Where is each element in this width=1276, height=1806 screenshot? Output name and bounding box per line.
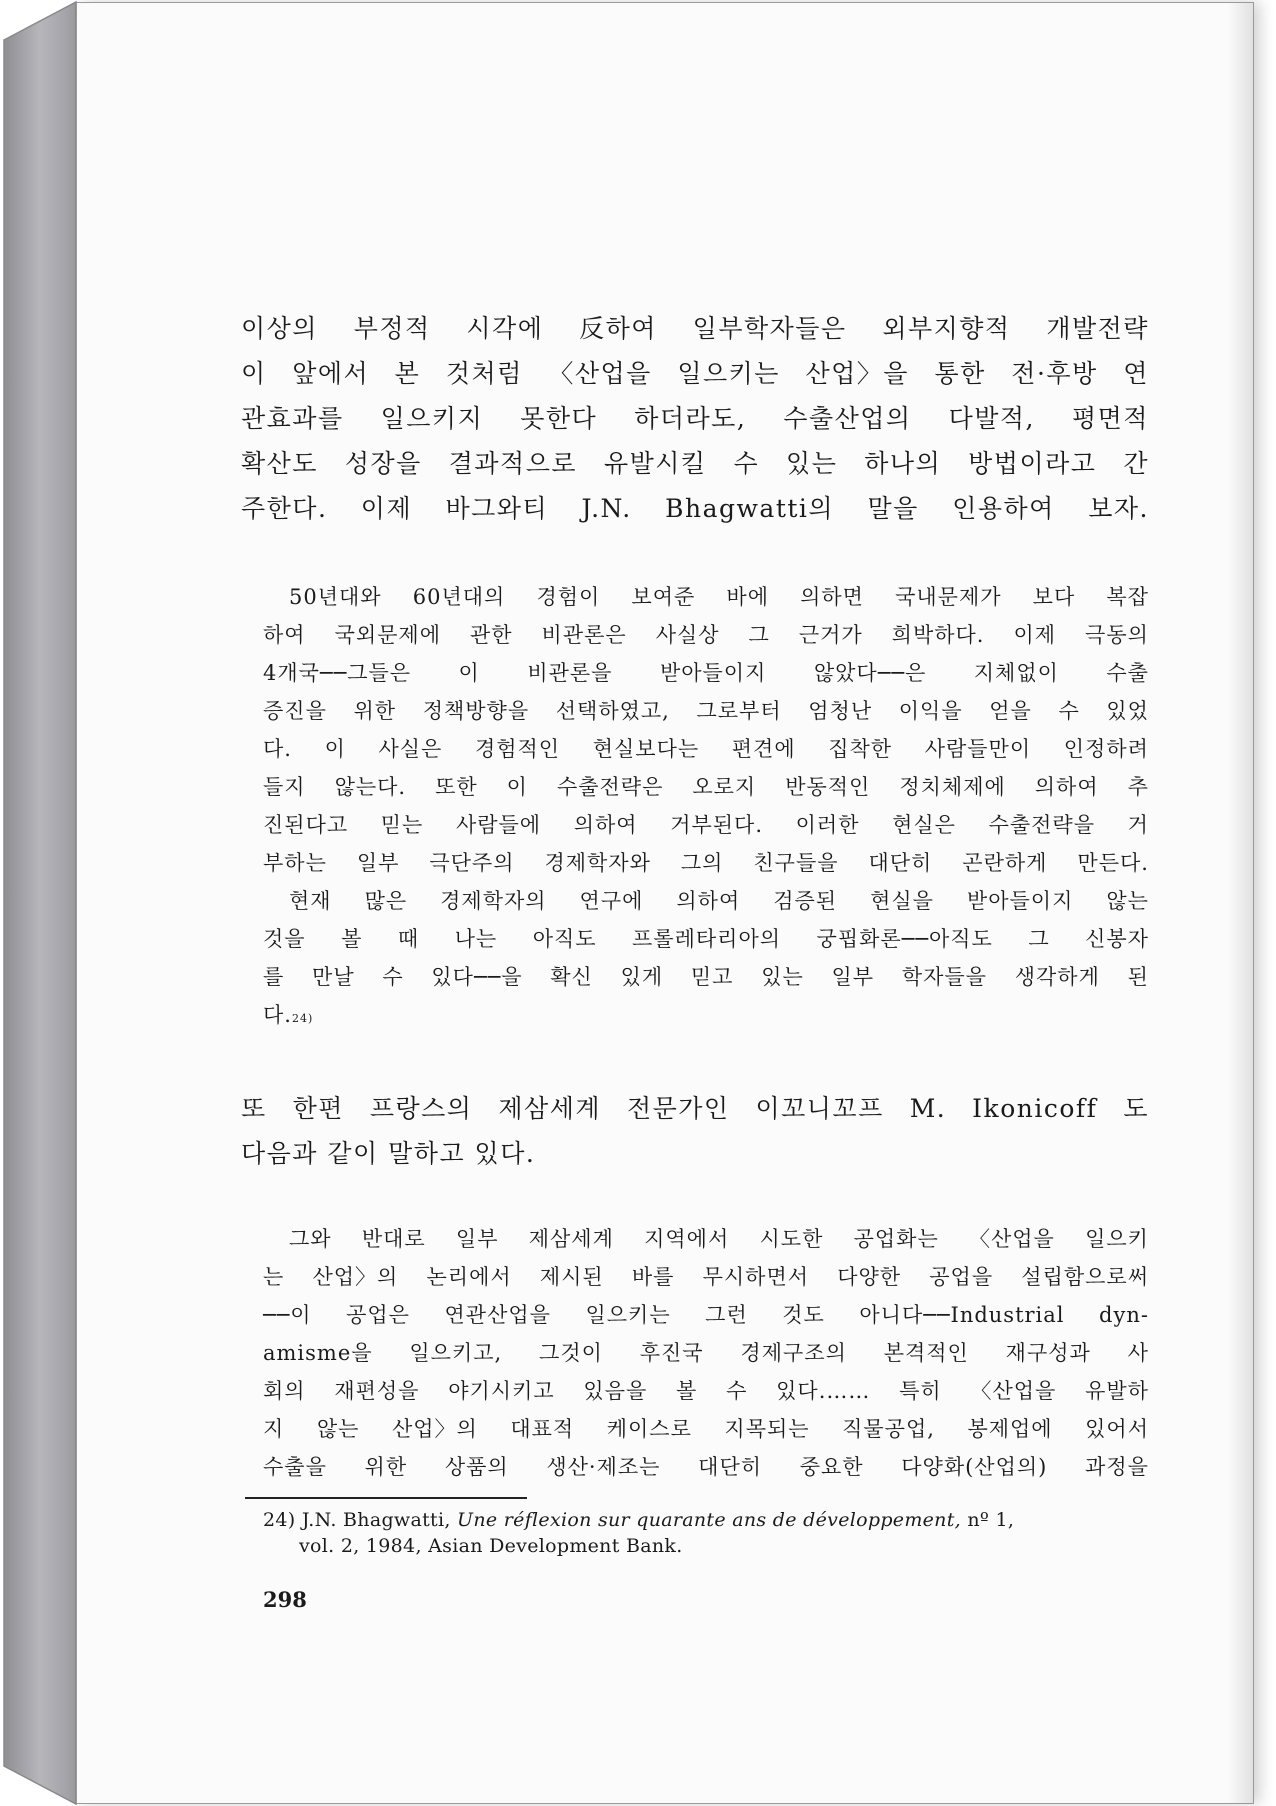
- word: 수: [726, 1379, 748, 1403]
- word: 현실보다는: [592, 737, 700, 761]
- word: 있다.……: [776, 1379, 871, 1403]
- word: 는: [263, 1265, 285, 1289]
- word: 공업은: [346, 1303, 410, 1327]
- word: 극단주의: [429, 851, 515, 875]
- quote-line: [263, 733, 1149, 763]
- word: 않았다──은: [813, 661, 927, 685]
- text-line: [241, 444, 1149, 480]
- document-page: [76, 2, 1254, 1804]
- word: 정치체제에: [899, 775, 1006, 799]
- word: 다양화(산업의): [901, 1455, 1048, 1479]
- word: 학자들을: [901, 965, 987, 989]
- word: 사람들에: [455, 813, 542, 837]
- word: 반동적인: [785, 775, 871, 799]
- word: 재구성과: [1005, 1341, 1091, 1365]
- word: 주한다.: [241, 494, 328, 523]
- word: 아직도: [532, 927, 597, 951]
- word: 프롤레타리아의: [632, 927, 782, 951]
- word: 이: [458, 661, 480, 685]
- word: 이러한: [795, 813, 860, 837]
- footnote-title: Une réflexion sur quarante ans de développement,: [457, 1509, 961, 1531]
- word: 특히: [899, 1379, 942, 1403]
- word: 지목되는: [724, 1417, 810, 1441]
- quote-line: [263, 999, 1149, 1029]
- word: 전·후방: [1011, 359, 1098, 388]
- word: 일부: [455, 1227, 499, 1251]
- word: 논리에서: [426, 1265, 512, 1289]
- word: 산업〉의: [391, 1417, 478, 1441]
- word: 수출전략을: [988, 813, 1095, 837]
- book-spine: [0, 0, 80, 1806]
- text-line: [241, 1089, 1149, 1125]
- word: 수: [1058, 699, 1080, 723]
- footnote-line: [299, 1535, 1185, 1557]
- word: 근거가: [798, 623, 863, 647]
- quote-line: [263, 809, 1149, 839]
- word: 그로부터: [696, 699, 782, 723]
- word: 때: [397, 927, 420, 951]
- word: 일부: [356, 851, 400, 875]
- word: 시각에: [466, 314, 544, 343]
- word: 봉제업에: [967, 1417, 1053, 1441]
- word: 현재: [289, 889, 332, 913]
- word: 선택하였고,: [555, 699, 670, 723]
- word: 확신: [550, 965, 593, 989]
- word: 간: [1123, 449, 1149, 478]
- page-edge-shadow: [1227, 3, 1253, 1803]
- word: 경제학자의: [440, 889, 547, 913]
- word: 〈산업을: [548, 359, 652, 388]
- quote-line: [263, 1413, 1149, 1443]
- quote-line: [263, 847, 1149, 877]
- word: 볼: [676, 1379, 698, 1403]
- word: 현실은: [892, 813, 956, 837]
- word: 이: [324, 737, 346, 761]
- quote-line: [263, 657, 1149, 687]
- word: 본: [394, 359, 421, 388]
- word: 있는: [761, 965, 804, 989]
- word: 있었: [1106, 699, 1149, 723]
- word: 사실상: [655, 623, 720, 647]
- word: 수: [382, 965, 404, 989]
- word: 경험이: [536, 585, 601, 609]
- word: 대표적: [510, 1417, 575, 1441]
- text-line: [241, 399, 1149, 435]
- word: 일으키고,: [409, 1341, 503, 1365]
- word: 바그와티: [445, 494, 549, 523]
- footnote-line: [263, 1509, 1149, 1531]
- word: 반대로: [361, 1227, 426, 1251]
- footnote-ref: 24): [291, 1012, 314, 1025]
- word: 오로지: [692, 775, 757, 799]
- word: J.N.: [581, 494, 632, 523]
- word: 있는: [786, 449, 838, 478]
- word: 상품의: [444, 1455, 509, 1479]
- quote-line: [263, 771, 1149, 801]
- word: 보자.: [1088, 494, 1149, 523]
- word: 일부학자들은: [692, 314, 847, 343]
- word: 성장을: [344, 449, 422, 478]
- word: 의하여: [676, 889, 741, 913]
- page-number: 298: [263, 1587, 307, 1612]
- word: 생산·제조는: [546, 1455, 661, 1479]
- word: 지: [263, 1417, 285, 1441]
- text-line: [241, 354, 1149, 390]
- word: 그의: [680, 851, 724, 875]
- word: 않는다.: [334, 775, 407, 799]
- quote-line: [289, 885, 1149, 915]
- word: 평면적: [1072, 404, 1149, 433]
- word: 그와: [289, 1227, 332, 1251]
- word: 국외문제에: [334, 623, 441, 647]
- word: 연관산업을: [444, 1303, 551, 1327]
- word: 곤란하게: [962, 851, 1048, 875]
- footnote-divider: [245, 1497, 527, 1499]
- word: 바를: [631, 1265, 675, 1289]
- word: 反하여: [579, 314, 657, 343]
- word: 일으키지: [380, 404, 484, 433]
- word: 이상의: [241, 314, 318, 343]
- word: 받아들이지: [659, 661, 767, 685]
- word: 위한: [353, 699, 397, 723]
- word: 말을: [867, 494, 919, 523]
- footnote-publisher: vol. 2, 1984, Asian Development Bank.: [299, 1535, 683, 1557]
- word: 희박하다.: [891, 623, 985, 647]
- text-line: [241, 489, 1149, 525]
- word: 못한다: [520, 404, 598, 433]
- word: 관한: [469, 623, 513, 647]
- word: 대단히: [868, 851, 933, 875]
- word: 통한: [934, 359, 986, 388]
- word: 또한: [435, 775, 478, 799]
- word: 이제: [1013, 623, 1057, 647]
- quote-line: [263, 923, 1149, 953]
- word: 것도: [782, 1303, 825, 1327]
- word: 앞에서: [292, 359, 370, 388]
- word: 보다: [1032, 585, 1076, 609]
- word: 나는: [454, 927, 498, 951]
- word: 위한: [364, 1455, 408, 1479]
- word: 믿고: [690, 965, 734, 989]
- word: 의하여: [1034, 775, 1099, 799]
- word: 만든다.: [1077, 851, 1149, 875]
- word: M.: [909, 1094, 947, 1123]
- word: 공업을: [929, 1265, 994, 1289]
- word: 비관론은: [541, 623, 627, 647]
- word: 이익을: [898, 699, 963, 723]
- word: 이제: [360, 494, 413, 523]
- word: 본격적인: [883, 1341, 969, 1365]
- word: 극동의: [1085, 623, 1149, 647]
- word: 그: [748, 623, 770, 647]
- word: 사: [1127, 1341, 1149, 1365]
- word: 한편: [292, 1094, 344, 1123]
- word: 설립함으로써: [1021, 1265, 1149, 1289]
- word: 의하여: [573, 813, 638, 837]
- word: 인정하려: [1063, 737, 1149, 761]
- quote-line: [263, 1375, 1149, 1405]
- word: 시도한: [759, 1227, 824, 1251]
- word: 재편성을: [334, 1379, 420, 1403]
- word: 개발전략: [1046, 314, 1149, 343]
- word: 다양한: [837, 1265, 902, 1289]
- word: 많은: [364, 889, 408, 913]
- word: 믿는: [380, 813, 424, 837]
- word: 것을: [263, 927, 306, 951]
- word: Bhagwatti의: [665, 494, 835, 523]
- word: 야기시키고: [448, 1379, 555, 1403]
- word: 제삼세계: [498, 1094, 601, 1123]
- word: 유발시킬: [603, 449, 707, 478]
- text-line: [241, 309, 1149, 345]
- word: 수: [733, 449, 760, 478]
- word: 복잡: [1106, 585, 1149, 609]
- word: 60년대의: [412, 585, 506, 609]
- word: 궁핍화론──아직도: [816, 927, 993, 951]
- word: 를: [263, 965, 285, 989]
- word: 다발적,: [948, 404, 1035, 433]
- quote-line: [263, 1451, 1149, 1481]
- word: 제삼세계: [528, 1227, 614, 1251]
- word: 제시된: [539, 1265, 604, 1289]
- word: 무시하면서: [702, 1265, 810, 1289]
- word: 후진국: [639, 1341, 704, 1365]
- word: 일으키는: [585, 1303, 671, 1327]
- word: 받아들이지: [966, 889, 1074, 913]
- text-line: [241, 1134, 1149, 1170]
- quote-line: [289, 1223, 1149, 1253]
- word: 공업화는: [853, 1227, 939, 1251]
- footnote-author: J.N. Bhagwatti,: [301, 1509, 451, 1531]
- word: 〈산업을: [970, 1379, 1057, 1403]
- word: 이: [241, 359, 267, 388]
- word: 부정적: [353, 314, 431, 343]
- word: 않는: [1106, 889, 1149, 913]
- word: 신봉자: [1085, 927, 1149, 951]
- word: 확산도: [241, 449, 318, 478]
- word: 하나의: [864, 449, 942, 478]
- quote-line: [263, 1337, 1149, 1367]
- word: 관효과를: [241, 404, 344, 433]
- word: 현실을: [870, 889, 934, 913]
- word: 있게: [620, 965, 664, 989]
- word: 보여준: [631, 585, 696, 609]
- word: Ikonicoff: [972, 1094, 1098, 1123]
- word: 연구에: [579, 889, 644, 913]
- word: 다.: [263, 737, 292, 761]
- word: 검증된: [773, 889, 838, 913]
- word: 일으키는: [677, 359, 780, 388]
- word: 하여: [263, 623, 306, 647]
- word: 정책방향을: [422, 699, 530, 723]
- word: 50년대와: [289, 585, 382, 609]
- word: ──이: [263, 1303, 312, 1327]
- word: 그것이: [539, 1341, 603, 1365]
- word: 들지: [263, 775, 306, 799]
- word: 이꼬니꼬프: [755, 1094, 884, 1123]
- word: 연: [1123, 359, 1149, 388]
- word: 수출: [1106, 661, 1149, 685]
- word: 도: [1123, 1094, 1149, 1123]
- word: 하더라도,: [634, 404, 747, 433]
- word: 비관론을: [527, 661, 613, 685]
- word: 외부지향적: [882, 314, 1011, 343]
- word: 프랑스의: [369, 1094, 473, 1123]
- quote-line: [263, 619, 1149, 649]
- word: 지역에서: [644, 1227, 730, 1251]
- word: 〈산업을: [968, 1227, 1055, 1251]
- word: 볼: [341, 927, 363, 951]
- word: 아니다──Industrial: [859, 1303, 1065, 1327]
- word: 산업〉을: [805, 359, 909, 388]
- word: 거: [1127, 813, 1149, 837]
- word: 과정을: [1085, 1455, 1149, 1479]
- word: 이: [506, 775, 528, 799]
- word: 친구들을: [753, 851, 839, 875]
- quote-line: [263, 1299, 1149, 1329]
- word: 경험적인: [474, 737, 561, 761]
- word: 의하면: [800, 585, 864, 609]
- word: 지체없이: [973, 661, 1059, 685]
- word: 편견에: [731, 737, 796, 761]
- word: 일부: [831, 965, 875, 989]
- word: 또: [241, 1094, 267, 1123]
- word: 증진을: [263, 699, 327, 723]
- word: amisme을: [263, 1341, 373, 1365]
- word: 추: [1127, 775, 1149, 799]
- word: 경제학자와: [544, 851, 651, 875]
- word: 케이스로: [606, 1417, 692, 1441]
- word: 산업〉의: [312, 1265, 399, 1289]
- word: 것처럼: [445, 359, 523, 388]
- word: 그런: [705, 1303, 748, 1327]
- word: 있어서: [1085, 1417, 1149, 1441]
- word: dyn-: [1099, 1303, 1149, 1327]
- word: 국내문제가: [895, 585, 1002, 609]
- word: 수출전략은: [556, 775, 664, 799]
- word: 있다──을: [431, 965, 523, 989]
- word: 진된다고: [263, 813, 349, 837]
- word: 그: [1028, 927, 1050, 951]
- word: 얻을: [989, 699, 1032, 723]
- word: 바에: [726, 585, 769, 609]
- quote-line: [263, 695, 1149, 725]
- quote-line: [263, 961, 1149, 991]
- word: 사람들만이: [924, 737, 1032, 761]
- word: 집착한: [828, 737, 893, 761]
- word: 일으키: [1085, 1227, 1149, 1251]
- quote-last-text: 다.: [263, 1003, 292, 1027]
- word: 유발하: [1085, 1379, 1149, 1403]
- word: 중요한: [799, 1455, 864, 1479]
- word: 않는: [316, 1417, 360, 1441]
- word: 있음을: [583, 1379, 648, 1403]
- word: 전문가인: [626, 1094, 730, 1123]
- word: 인용하여: [952, 494, 1055, 523]
- word: 수출산업의: [783, 404, 912, 433]
- word: 방법이라고: [968, 449, 1097, 478]
- word: 회의: [263, 1379, 306, 1403]
- word: 된: [1127, 965, 1149, 989]
- word: 사실은: [378, 737, 443, 761]
- text-line-content: 다음과 같이 말하고 있다.: [241, 1139, 536, 1168]
- word: 만날: [312, 965, 355, 989]
- word: 수출을: [263, 1455, 327, 1479]
- word: 대단히: [698, 1455, 763, 1479]
- word: 4개국──그들은: [263, 661, 412, 685]
- word: 엄청난: [808, 699, 873, 723]
- word: 결과적으로: [448, 449, 578, 478]
- quote-line: [289, 581, 1149, 611]
- footnote-issue: nº 1,: [967, 1509, 1015, 1531]
- quote-line: [263, 1261, 1149, 1291]
- footnote-number: 24): [263, 1509, 296, 1531]
- word: 생각하게: [1014, 965, 1100, 989]
- word: 거부된다.: [670, 813, 764, 837]
- word: 경제구조의: [740, 1341, 847, 1365]
- word: 직물공업,: [842, 1417, 935, 1441]
- word: 부하는: [263, 851, 327, 875]
